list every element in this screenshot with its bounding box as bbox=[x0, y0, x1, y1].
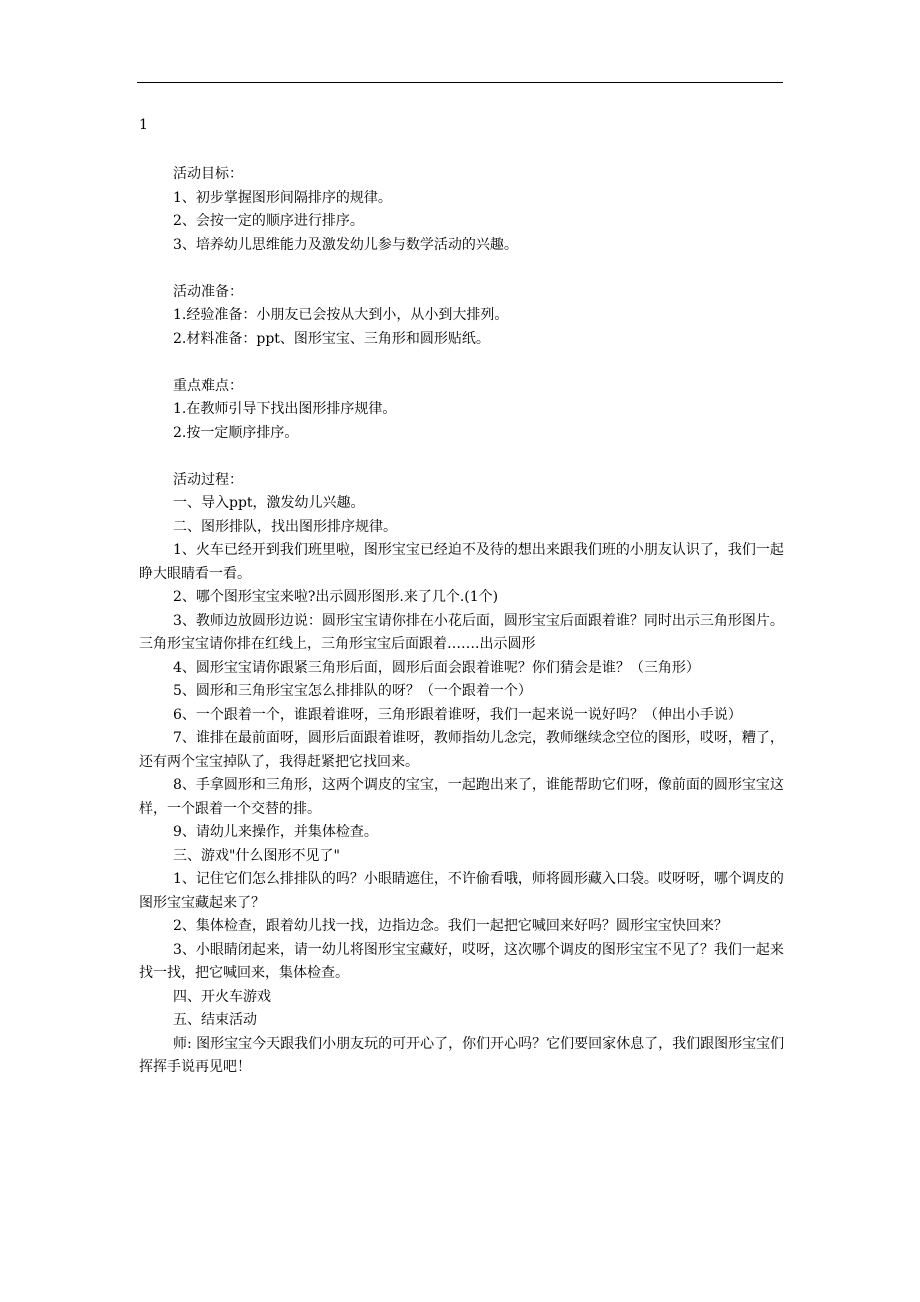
objective-item: 3、培养幼儿思维能力及激发幼儿参与数学活动的兴趣。 bbox=[173, 236, 518, 253]
header-rule bbox=[137, 82, 783, 83]
preparation-item: 2.材料准备：ppt、图形宝宝、三角形和圆形贴纸。 bbox=[173, 330, 490, 347]
process-line: 6、一个跟着一个，谁跟着谁呀，三角形跟着谁呀，我们一起来说一说好吗？（伸出小手说） bbox=[173, 706, 742, 723]
key-point-item: 2.按一定顺序排序。 bbox=[173, 424, 299, 441]
section-spacer bbox=[139, 445, 789, 469]
page-number: 1 bbox=[139, 117, 148, 133]
process-line: 9、请幼儿来操作，并集体检查。 bbox=[173, 824, 378, 840]
preparation-item: 1.经验准备：小朋友已会按从大到小，从小到大排列。 bbox=[173, 307, 509, 323]
process-line: 7、谁排在最前面呀，圆形后面跟着谁呀，教师指幼儿念完，教师继续念空位的图形，哎呀，糟了，还有两个宝宝掉队了，我得赶紧把它找回来。 bbox=[139, 730, 784, 770]
process-line: 5、圆形和三角形宝宝怎么排排队的呀？（一个跟着一个） bbox=[173, 683, 532, 699]
process-line: 一、导入ppt，激发幼儿兴趣。 bbox=[173, 495, 365, 511]
process-heading: 活动过程： bbox=[173, 471, 243, 488]
document-body bbox=[139, 163, 789, 1080]
section-spacer bbox=[139, 351, 789, 375]
process-line: 二、图形排队，找出图形排序规律。 bbox=[173, 518, 397, 535]
process-line: 4、圆形宝宝请你跟紧三角形后面，圆形后面会跟着谁呢？你们猜会是谁？（三角形） bbox=[173, 659, 700, 676]
objectives-heading: 活动目标： bbox=[173, 166, 243, 182]
process-line: 3、小眼睛闭起来，请一幼儿将图形宝宝藏好，哎呀，这次哪个调皮的图形宝宝不见了？我们一起来找一找，把它喊回来，集体检查。 bbox=[139, 941, 784, 981]
process-line: 四、开火车游戏 bbox=[173, 988, 271, 1005]
process-line: 1、火车已经开到我们班里啦，图形宝宝已经迫不及待的想出来跟我们班的小朋友认识了，我们一起睁大眼睛看一看。 bbox=[139, 542, 784, 582]
objective-item: 1、初步掌握图形间隔排序的规律。 bbox=[173, 189, 392, 206]
process-line: 三、游戏"什么图形不见了" bbox=[173, 847, 340, 864]
key-point-item: 1.在教师引导下找出图形排序规律。 bbox=[173, 401, 397, 417]
process-line: 3、教师边放圆形边说：圆形宝宝请你排在小花后面，圆形宝宝后面跟着谁？同时出示三角形图片。三角形宝宝请你排在红线上，三角形宝宝后面跟着…….出示圆形 bbox=[139, 612, 784, 652]
key-points-heading: 重点难点： bbox=[173, 377, 243, 394]
process-line: 8、手拿圆形和三角形，这两个调皮的宝宝，一起跑出来了，谁能帮助它们呀，像前面的圆形宝宝这样，一个跟着一个交替的排。 bbox=[139, 777, 784, 817]
process-line: 2、哪个图形宝宝来啦?出示圆形图形.来了几个.(1个) bbox=[173, 589, 499, 605]
process-line: 2、集体检查，跟着幼儿找一找，边指边念。我们一起把它喊回来好吗？圆形宝宝快回来？ bbox=[173, 918, 728, 934]
objective-item: 2、会按一定的顺序进行排序。 bbox=[173, 213, 364, 229]
process-line: 1、记住它们怎么排排队的吗？小眼睛遮住，不许偷看哦，师将圆形藏入口袋。哎呀呀，哪个调皮的图形宝宝藏起来了？ bbox=[139, 871, 784, 911]
section-spacer bbox=[139, 257, 789, 281]
process-line: 师: 图形宝宝今天跟我们小朋友玩的可开心了，你们开心吗？它们要回家休息了，我们跟图形宝宝们挥挥手说再见吧！ bbox=[139, 1035, 785, 1075]
preparation-heading: 活动准备： bbox=[173, 283, 243, 300]
process-line: 五、结束活动 bbox=[173, 1012, 257, 1028]
